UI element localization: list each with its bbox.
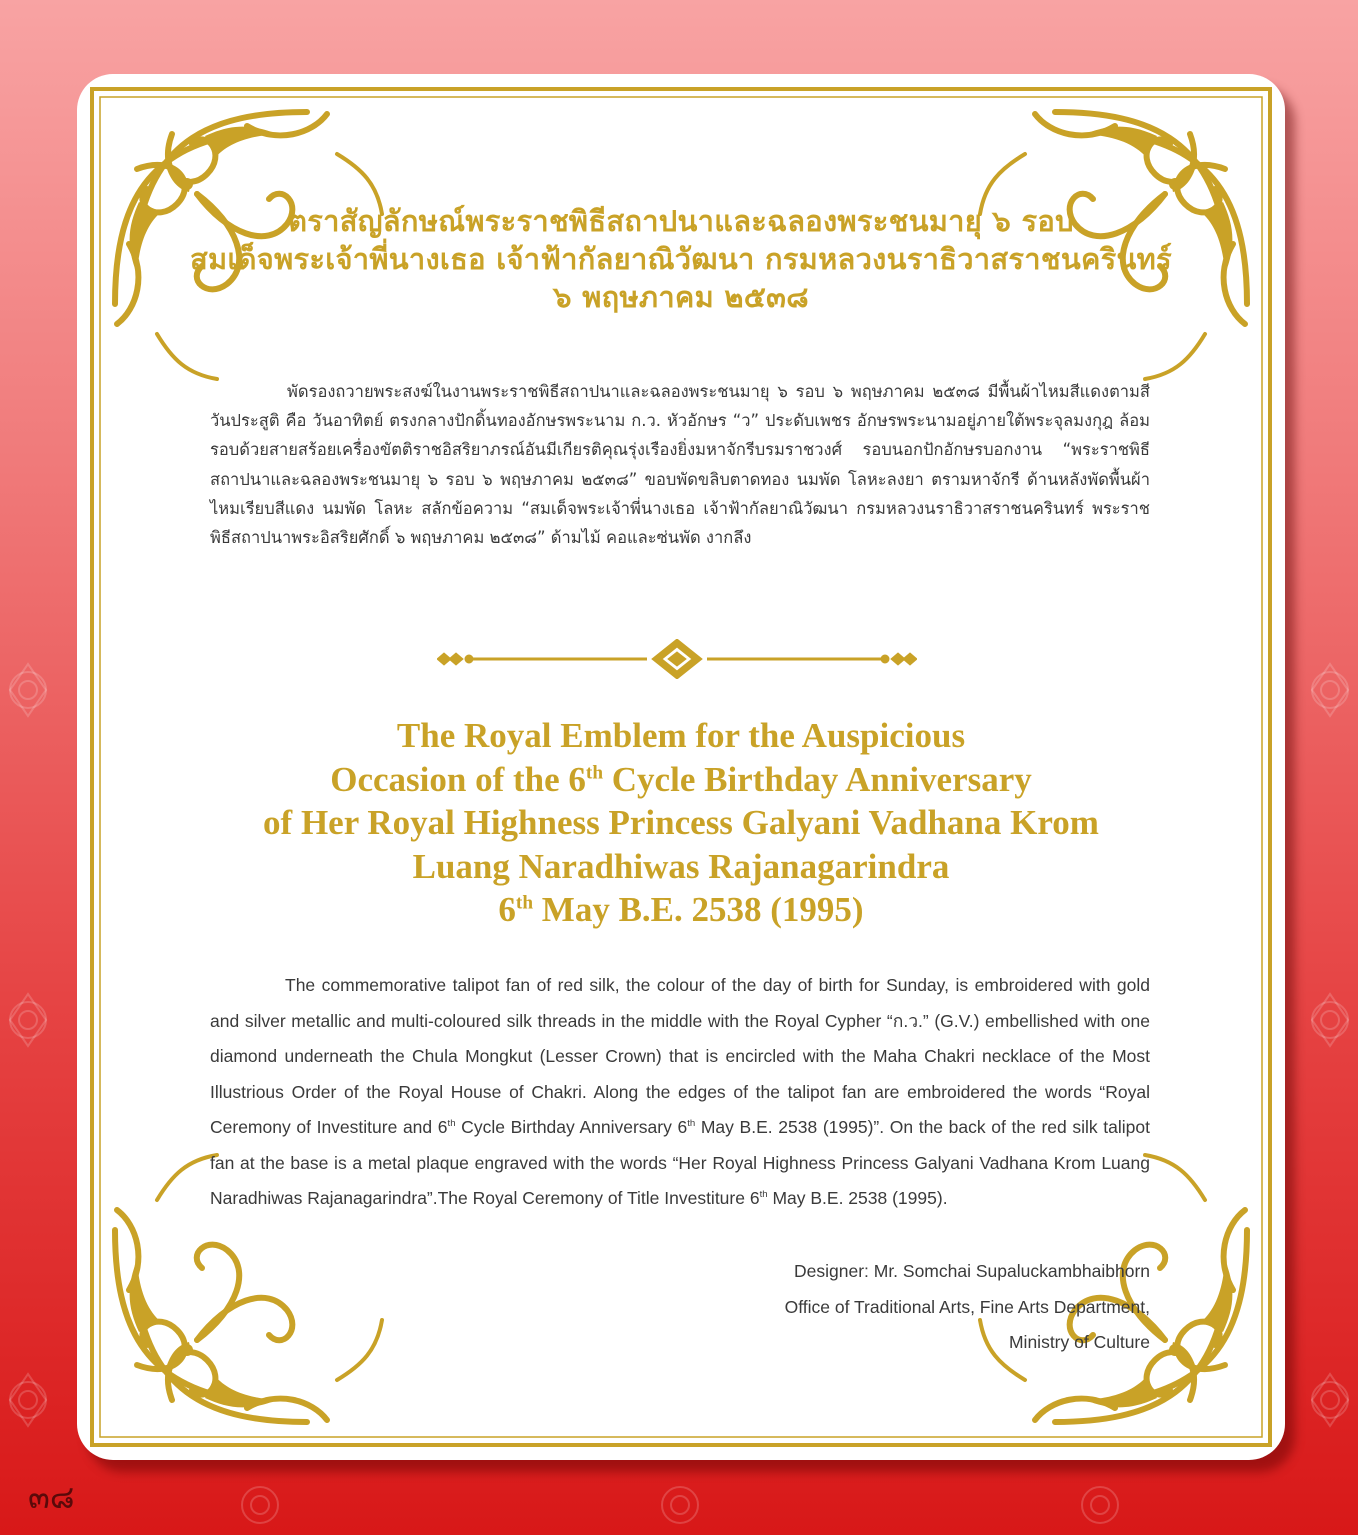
content-card xyxy=(77,74,1285,1460)
ordinal-suffix: th xyxy=(447,1118,456,1130)
credit-ministry: Ministry of Culture xyxy=(1008,1332,1150,1352)
page-number: ๓๘ xyxy=(28,1478,75,1516)
thai-title xyxy=(77,202,1285,316)
thai-title-line: สมเด็จพระเจ้าพี่นางเธอ เจ้าฟ้ากัลยาณิวัฒนา กรมหลวงนราธิวาสราชนครินทร์ xyxy=(190,242,1172,276)
english-title-text: May B.E. 2538 (1995) xyxy=(533,890,864,929)
designer-credit xyxy=(785,1254,1150,1361)
diamond-divider xyxy=(437,639,917,679)
english-description xyxy=(210,968,1150,1217)
body-text: Cycle Birthday Anniversary 6 xyxy=(455,1117,688,1137)
ordinal-suffix: th xyxy=(515,892,534,914)
english-title-line: of Her Royal Highness Princess Galyani Vadhana Krom xyxy=(263,803,1099,842)
thai-description xyxy=(210,377,1150,552)
english-title-text: Occasion of the 6 xyxy=(330,759,586,799)
english-title-line xyxy=(77,888,1285,932)
body-text: May B.E. 2538 (1995). xyxy=(767,1188,948,1208)
english-title-text: Cycle Birthday Anniversary xyxy=(603,759,1032,799)
ordinal-suffix: th xyxy=(585,761,604,783)
credit-office: Office of Traditional Arts, Fine Arts Department, xyxy=(784,1296,1150,1317)
body-text: The commemorative talipot fan of red silk, the colour of the day of birth for Sunday, is embroidered with gold and silver metallic and multi-coloured silk threads in the middle with the Royal Cypher “ก.ว.” (G.V.) embellished with one diamond underneath the Chula Mongkut (Lesser Crown) that is encircled with the Maha Chakri necklace of the Most Illustrious Order of the Royal House of Chakri. Along the edges of the talipot fan are embroidered the words “Royal Ceremony of Investiture and 6 xyxy=(210,975,1150,1137)
english-title-text: 6 xyxy=(498,890,516,929)
thai-title-line: ตราสัญลักษณ์พระราชพิธีสถาปนาและฉลองพระชนมายุ ๖ รอบ xyxy=(288,204,1074,238)
english-title-line xyxy=(77,758,1285,802)
ordinal-suffix: th xyxy=(759,1189,768,1201)
english-title xyxy=(77,714,1285,932)
english-description-paragraph xyxy=(210,968,1150,1217)
thai-description-paragraph: พัดรองถวายพระสงฆ์ในงานพระราชพิธีสถาปนาและฉลองพระชนมายุ ๖ รอบ ๖ พฤษภาคม ๒๕๓๘ มีพื้นผ้าไหมสีแดงตามสีวันประสูติ คือ วันอาทิตย์ ตรงกลางปักดิ้นทองอักษรพระนาม ก.ว. หัวอักษร “ว” ประดับเพชร อักษรพระนามอยู่ภายใต้พระจุลมงกุฎ ล้อมรอบด้วยสายสร้อยเครื่องขัตติราชอิสริยาภรณ์อันมีเกียรติคุณรุ่งเรืองยิ่งมหาจักรีบรมราชวงศ์ รอบนอกปักอักษรบอกงาน “พระราชพิธีสถาปนาและฉลองพระชนมายุ ๖ รอบ ๖ พฤษภาคม ๒๕๓๘” ขอบพัดขลิบตาดทอง นมพัด โลหะลงยา ตรามหาจักรี ด้านหลังพัดพื้นผ้าไหมเรียบสีแดง นมพัด โลหะ สลักข้อความ “สมเด็จพระเจ้าพี่นางเธอ เจ้าฟ้ากัลยาณิวัฒนา กรมหลวงนราธิวาสราชนครินทร์ พระราชพิธีสถาปนาพระอิสริยศักดิ์ ๖ พฤษภาคม ๒๕๓๘” ด้ามไม้ คอและซ่นพัด งากลึง xyxy=(210,382,1150,548)
ordinal-suffix: th xyxy=(687,1118,696,1130)
credit-designer: Designer: Mr. Somchai Supaluckambhaibhorn xyxy=(793,1261,1150,1281)
english-title-line: The Royal Emblem for the Auspicious xyxy=(396,716,966,755)
english-title-line: Luang Naradhiwas Rajanagarindra xyxy=(412,846,950,886)
thai-title-line: ๖ พฤษภาคม ๒๕๓๘ xyxy=(553,280,809,314)
body-text: May B.E. 2538 (1995)”. On the back of the red silk talipot fan at the base is a metal plaque engraved with the words “Her Royal Highness Princess Galyani Vadhana Krom Luang Naradhiwas Rajanagarindra”.The Royal Ceremony of Title Investiture 6 xyxy=(210,1117,1150,1208)
